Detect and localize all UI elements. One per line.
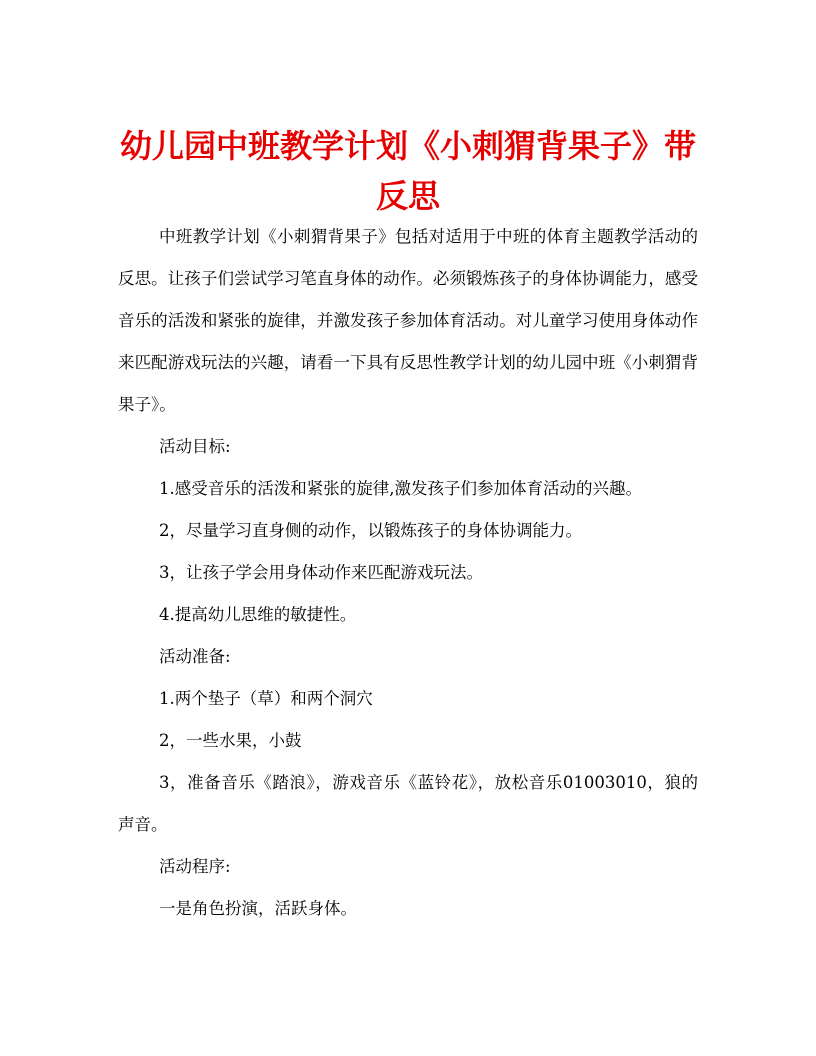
procedure-item-1: 一是角色扮演，活跃身体。 [159, 899, 357, 918]
preparation-item-1: 1.两个垫子（草）和两个洞穴 [159, 689, 373, 708]
section-heading-preparation: 活动准备: [159, 647, 231, 666]
section-heading-goals: 活动目标: [159, 437, 231, 456]
preparation-item-2: 2，一些水果，小鼓 [159, 731, 302, 750]
document-title: 幼儿园中班教学计划《小刺猬背果子》带反思 [119, 127, 696, 216]
intro-paragraph: 中班教学计划《小刺猬背果子》包括对适用于中班的体育主题教学活动的反思。让孩子们尝试学习笔直身体的动作。必须锻炼孩子的身体协调能力，感受音乐的活泼和紧张的旋律，并激发孩子参加体育活动。对儿童学习使用身体动作来匹配游戏玩法的兴趣，请看一下具有反思性教学计划的幼儿园中班《小刺猬背果子》。 [118, 227, 698, 414]
document-body [118, 216, 698, 930]
goal-item-4: 4.提高幼儿思维的敏捷性。 [159, 605, 357, 624]
goal-item-3: 3，让孩子学会用身体动作来匹配游戏玩法。 [159, 563, 483, 582]
goal-item-2: 2，尽量学习直身侧的动作，以锻炼孩子的身体协调能力。 [159, 521, 582, 540]
preparation-item-3: 3，准备音乐《踏浪》，游戏音乐《蓝铃花》，放松音乐01003010，狼的声音。 [118, 773, 698, 834]
goal-item-1: 1.感受音乐的活泼和紧张的旋律,激发孩子们参加体育活动的兴趣。 [159, 479, 642, 498]
section-heading-procedure: 活动程序: [159, 857, 231, 876]
